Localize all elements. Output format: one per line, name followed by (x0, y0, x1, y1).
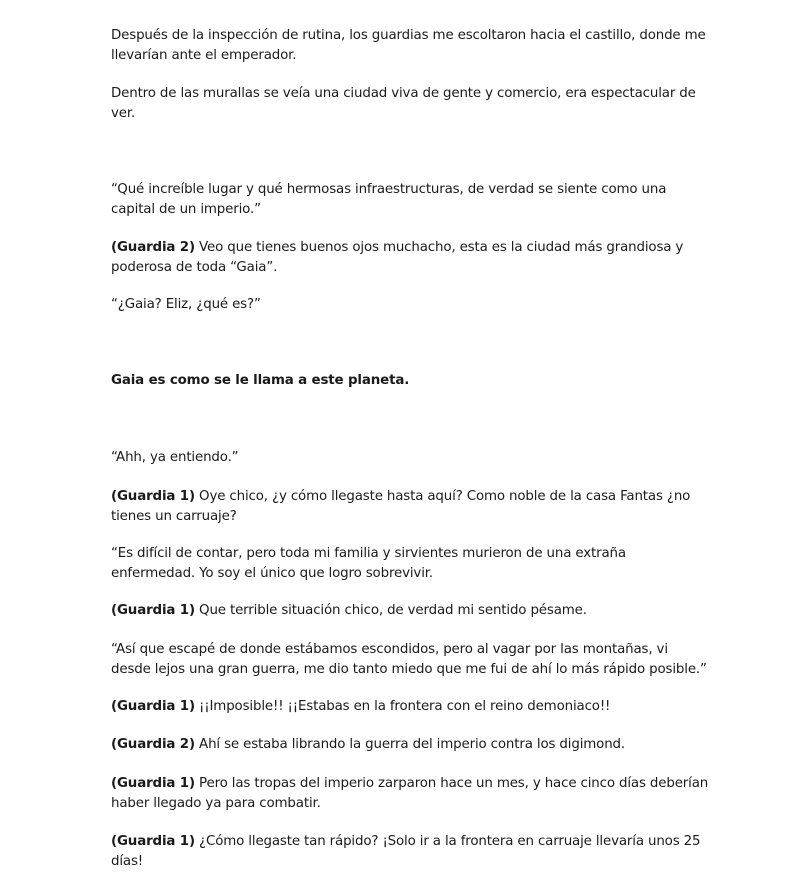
paragraph-text: Dentro de las murallas se veía una ciudad viva de gente y comercio, era espectacular de ver. (111, 86, 696, 121)
paragraph-text: “¿Gaia? Eliz, ¿qué es?” (111, 297, 261, 312)
paragraph (111, 238, 711, 277)
paragraph-text: ¿Cómo llegaste tan rápido? ¡Solo ir a la frontera en carruaje llevaría unos 25 días! (111, 834, 701, 869)
speaker-label: (Guardia 1) (111, 776, 195, 791)
paragraph-text: Veo que tienes buenos ojos muchacho, esta es la ciudad más grandiosa y poderosa de toda “Gaia”. (111, 240, 684, 275)
paragraph-text: “Es difícil de contar, pero toda mi familia y sirvientes murieron de una extraña enfermedad. Yo soy el único que logro sobrevivir. (111, 546, 626, 581)
paragraph-text: Después de la inspección de rutina, los guardias me escoltaron hacia el castillo, donde me llevarían ante el emperador. (111, 28, 706, 63)
paragraph (111, 640, 711, 679)
speaker-label: (Guardia 2) (111, 240, 195, 255)
paragraph (111, 544, 711, 583)
paragraph-text: ¡¡Imposible!! ¡¡Estabas en la frontera con el reino demoniaco!! (194, 699, 611, 714)
speaker-label: (Guardia 1) (111, 603, 195, 618)
paragraph (111, 697, 711, 717)
paragraph (111, 601, 711, 621)
paragraph-text: Oye chico, ¿y cómo llegaste hasta aquí? Como noble de la casa Fantas ¿no tienes un carruaje? (111, 489, 691, 524)
paragraph (111, 448, 711, 468)
speaker-label: (Guardia 2) (111, 737, 195, 752)
paragraph-text: “Qué increíble lugar y qué hermosas infraestructuras, de verdad se siente como una capital de un imperio.” (111, 182, 667, 217)
paragraph-text: “Así que escapé de donde estábamos escondidos, pero al vagar por las montañas, vi desde lejos una gran guerra, me dio tanto miedo que me fui de ahí lo más rápido posible.” (111, 642, 707, 677)
paragraph-text: Pero las tropas del imperio zarparon hace un mes, y hace cinco días deberían haber llegado ya para combatir. (111, 776, 709, 811)
paragraph (111, 735, 711, 755)
paragraph-text: Ahí se estaba librando la guerra del imperio contra los digimond. (194, 737, 625, 752)
paragraph (111, 180, 711, 219)
paragraph (111, 26, 711, 65)
paragraph (111, 487, 711, 526)
paragraph (111, 295, 711, 315)
speaker-label: (Guardia 1) (111, 834, 195, 849)
speaker-label: (Guardia 1) (111, 489, 195, 504)
speaker-label: (Guardia 1) (111, 699, 195, 714)
paragraph-bold (111, 371, 711, 391)
paragraph-text: “Ahh, ya entiendo.” (111, 450, 239, 465)
paragraph (111, 84, 711, 123)
paragraph (111, 774, 711, 813)
paragraph-text: Gaia es como se le llama a este planeta. (111, 373, 410, 388)
paragraph (111, 832, 711, 871)
paragraph-text: Que terrible situación chico, de verdad mi sentido pésame. (194, 603, 587, 618)
